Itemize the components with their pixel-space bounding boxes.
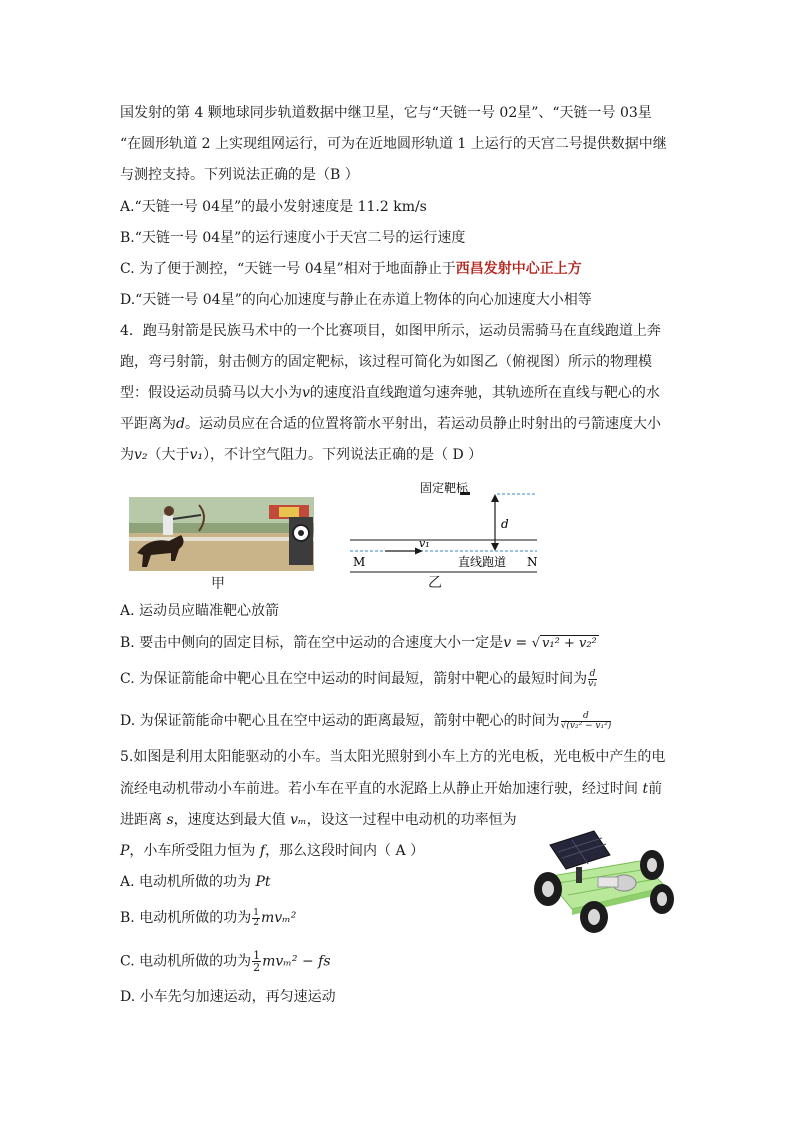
q5-option-b-text: B. 电动机所做的功为 bbox=[120, 910, 252, 926]
q3-option-c-highlight: 西昌发射中心正上方 bbox=[455, 261, 582, 277]
distance-arrow-up bbox=[491, 494, 499, 502]
q5-option-b-math: mvₘ² bbox=[260, 910, 297, 926]
q5-option-b bbox=[120, 908, 296, 928]
q5-option-c bbox=[120, 950, 331, 973]
q4-option-d-denominator: √(v₂² − v₁²) bbox=[560, 720, 612, 731]
figure-label-jia: 甲 bbox=[211, 576, 225, 592]
q5-line-3-part-a: 进距离 bbox=[120, 812, 162, 828]
q3-option-c-text: C. 为了便于测控，“天链一号 04星”相对于地面静止于 bbox=[120, 261, 456, 277]
q4-line-5-part-c: ），不计空气阻力。下列说法正确的是（ D ） bbox=[203, 447, 483, 463]
q5-option-c-half-den: 2 bbox=[253, 961, 261, 974]
q5-var-t: t bbox=[642, 781, 649, 797]
archery-photo-illustration bbox=[129, 497, 314, 571]
q5-option-c-text: C. 电动机所做的功为 bbox=[120, 953, 252, 970]
q5-option-c-half bbox=[252, 950, 261, 973]
q5-line-2-part-b: 前 bbox=[648, 781, 663, 797]
top-view-diagram bbox=[345, 476, 545, 586]
q5-option-d: D. 小车先匀加速运动，再匀速运动 bbox=[120, 989, 336, 1005]
q5-var-s: s bbox=[166, 812, 174, 828]
q4-line-4-part-b: 。运动员应在合适的位置将箭水平射出，若运动员静止时射出的弓箭速度大小 bbox=[184, 416, 661, 432]
q4-text-line-5 bbox=[120, 445, 482, 465]
q4-var-v1: v₁ bbox=[189, 447, 204, 463]
q5-line-3-part-c: ，设这一过程中电动机的功率恒为 bbox=[306, 812, 517, 828]
q4-line-5-part-a: 为 bbox=[120, 447, 134, 463]
label-d: d bbox=[501, 517, 509, 531]
q3-text-line-3: 与测控支持。下列说法正确的是（B ） bbox=[120, 167, 359, 183]
q4-text-line-4 bbox=[120, 414, 661, 434]
q3-option-c bbox=[120, 259, 582, 279]
solar-car-illustration bbox=[528, 825, 676, 935]
q4-option-b-sqrt: √ v₁² + v₂² bbox=[531, 636, 597, 651]
label-v1: v₁ bbox=[419, 537, 430, 550]
q4-option-c bbox=[120, 669, 598, 689]
solar-car-picture bbox=[528, 825, 676, 935]
q5-text-line-2 bbox=[120, 779, 662, 799]
q3-text-line-1: 国发射的第 4 颗地球同步轨道数据中继卫星，它与“天链一号 02星”、“天链一号 03星 bbox=[120, 105, 652, 121]
q4-option-b-v: v bbox=[503, 635, 512, 651]
q4-option-c-text: C. 为保证箭能命中靶心且在空中运动的时间最短，箭射中靶心的最短时间为 bbox=[120, 671, 588, 687]
q4-option-d-fraction bbox=[561, 712, 612, 731]
diagram-svg bbox=[345, 476, 545, 586]
q4-line-3-part-a: 型：假设运动员骑马以大小为 bbox=[120, 385, 302, 401]
q5-option-c-half-num: 1 bbox=[253, 949, 261, 962]
figure-label-yi: 乙 bbox=[428, 575, 442, 591]
q5-option-b-half bbox=[252, 909, 260, 928]
q5-option-a bbox=[120, 872, 271, 892]
q4-option-c-fraction bbox=[588, 670, 597, 689]
q3-option-a: A.“天链一号 04星”的最小发射速度是 11.2 km/s bbox=[120, 199, 427, 215]
q4-text-line-3 bbox=[120, 383, 660, 403]
q4-option-b-eq: = bbox=[511, 635, 532, 651]
q4-option-d bbox=[120, 711, 612, 731]
q4-text-line-2: 跑，弯弓射箭，射击侧方的固定靶标，该过程可简化为如图乙（俯视图）所示的物理模 bbox=[120, 354, 652, 370]
q4-option-c-denominator: v₁ bbox=[588, 678, 597, 689]
q4-option-c-numerator: d bbox=[589, 668, 596, 679]
distance-arrow-down bbox=[491, 543, 499, 551]
q5-line-3-part-b: ，速度达到最大值 bbox=[173, 812, 286, 828]
q4-var-v: v bbox=[302, 385, 310, 401]
q4-text-line-1: 4．跑马射箭是民族马术中的一个比赛项目，如图甲所示，运动员需骑马在直线跑道上奔 bbox=[120, 323, 661, 339]
q3-option-b: B.“天链一号 04星”的运行速度小于天宫二号的运行速度 bbox=[120, 230, 466, 246]
q5-option-b-half-den: 2 bbox=[253, 917, 259, 928]
q5-option-a-text: A. 电动机所做的功为 bbox=[120, 874, 256, 890]
q5-option-b-half-num: 1 bbox=[253, 907, 259, 918]
q4-option-b-text: B. 要击中侧向的固定目标，箭在空中运动的合速度大小一定是 bbox=[120, 635, 504, 651]
q4-option-a: A. 运动员应瞄准靶心放箭 bbox=[120, 603, 280, 619]
q5-line-4-part-b: ，那么这段时间内（ A ） bbox=[265, 843, 425, 859]
q3-option-d: D.“天链一号 04星”的向心加速度与静止在赤道上物体的向心加速度大小相等 bbox=[120, 292, 592, 308]
archery-photo bbox=[129, 497, 314, 571]
q3-text-line-2: “在圆形轨道 2 上实现组网运行，可为在近地圆形轨道 1 上运行的天宫二号提供数据中继 bbox=[120, 136, 667, 152]
label-target: 固定靶标 bbox=[420, 481, 469, 495]
q4-option-d-numerator: d bbox=[561, 712, 612, 722]
q4-line-5-part-b: （大于 bbox=[147, 447, 190, 463]
q5-option-c-math: mvₘ² − fs bbox=[262, 953, 331, 970]
label-n: N bbox=[527, 555, 538, 569]
q4-option-d-text: D. 为保证箭能命中靶心且在空中运动的距离最短，箭射中靶心的时间为 bbox=[120, 713, 560, 729]
q4-line-4-part-a: 平距离为 bbox=[120, 416, 176, 432]
q5-line-2-part-a: 流经电动机带动小车前进。若小车在平直的水泥路上从静止开始加速行驶，经过时间 bbox=[120, 781, 638, 797]
q5-text-line-1: 5.如图是利用太阳能驱动的小车。当太阳光照射到小车上方的光电板，光电板中产生的电 bbox=[120, 749, 666, 765]
q4-line-3-part-b: 的速度沿直线跑道匀速奔驰，其轨迹所在直线与靶心的水 bbox=[309, 385, 660, 401]
q5-var-f: f bbox=[259, 843, 266, 859]
q4-var-v2: v₂ bbox=[134, 447, 148, 463]
q5-var-vm: vₘ bbox=[290, 812, 307, 828]
q5-option-a-math: Pt bbox=[255, 874, 271, 890]
q5-line-4-part-a: ，小车所受阻力恒为 bbox=[129, 843, 256, 859]
q5-var-p: P bbox=[120, 843, 130, 859]
label-track: 直线跑道 bbox=[458, 555, 507, 569]
q5-text-line-4 bbox=[120, 841, 424, 861]
q5-text-line-3 bbox=[120, 810, 517, 830]
q4-option-b bbox=[120, 633, 599, 654]
label-m: M bbox=[353, 555, 366, 569]
q4-option-b-radicand: v₁² + v₂² bbox=[542, 636, 597, 651]
q4-var-d: d bbox=[176, 416, 185, 432]
